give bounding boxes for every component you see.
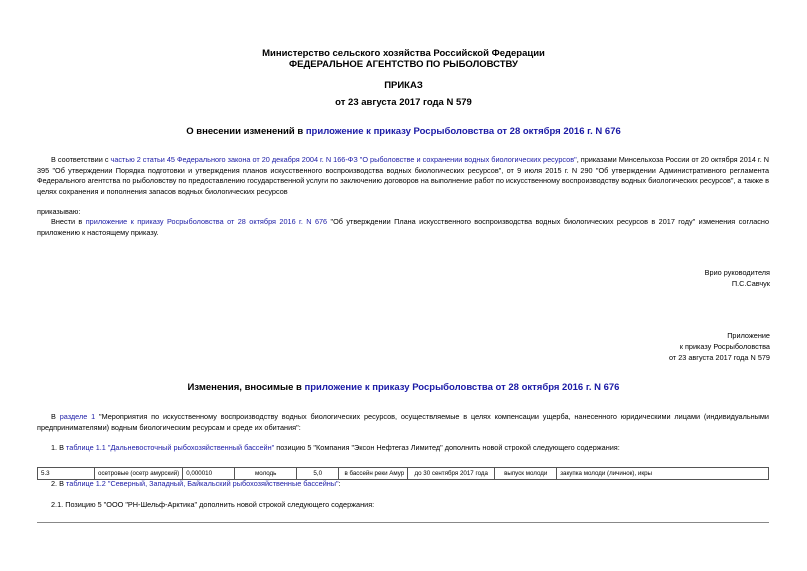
- table-cell: выпуск молоди: [495, 468, 557, 480]
- order-text-2: "Об утверждении Плана искусственного воспроизводства водных биологических ресурсов в 2017 году" изменения согласно приложению к настоящему приказу.: [37, 217, 770, 237]
- table-cell: 0,000010: [183, 468, 235, 480]
- appendix-note-line-2: к приказу Росрыболовства: [679, 342, 770, 351]
- section-link[interactable]: разделе 1: [59, 412, 96, 421]
- section-text-2: "Мероприятия по искусственному воспроизводству водных биологических ресурсов, осуществляемые в целях компенсации ущерба, нанесенного юридическими лицами (индивидуальными предпринимателями) водным биологическим ресурсам и среде их обитания":: [37, 412, 769, 432]
- doc-date-number: от 23 августа 2017 года N 579: [335, 97, 472, 108]
- table-cell: 5,0: [297, 468, 339, 480]
- changes-title-prefix: Изменения, вносимые в: [187, 382, 305, 393]
- order-word: приказываю:: [37, 207, 81, 216]
- item-2-1-paragraph: 2.1. Позицию 5 "ООО "РН-Шельф-Арктика" дополнить новой строкой следующего содержания:: [51, 500, 375, 509]
- section-text-1: В: [51, 412, 60, 421]
- doc-title-prefix: О внесении изменений в: [186, 126, 306, 137]
- item-1-text-3: позицию 5 "Компания "Эксон Нефтегаз Лимитед" дополнить новой строкой следующего содержания:: [274, 443, 620, 452]
- preamble-text-2: , приказами Минсельхоза России от 20 октября 2014 г. N 395 "Об утверждении Порядка подготовки и утверждения планов искусственного воспроизводства водных биологических ресурсов", от 9 июля 2015 г. N 290 "Об утверждении Административного регламента Федерального агентства по рыболовству по предоставлению государственной услуги по заключению договоров на выполнение работ по искусственному воспроизводству водных биологических ресурсов", а также в целях сохранения и пополнения запасов водных биологических ресурсов: [37, 155, 770, 196]
- doc-title-link[interactable]: приложение к приказу Росрыболовства от 28 октября 2016 г. N 676: [305, 126, 621, 137]
- order-paragraph: [37, 217, 769, 238]
- doc-type: ПРИКАЗ: [384, 80, 423, 91]
- agency-name: ФЕДЕРАЛЬНОЕ АГЕНТСТВО ПО РЫБОЛОВСТВУ: [289, 59, 518, 70]
- signature-position: Врио руководителя: [704, 268, 770, 277]
- appendix-note-line-3: от 23 августа 2017 года N 579: [668, 353, 770, 362]
- changes-title: [0, 382, 807, 393]
- changes-title-link[interactable]: приложение к приказу Росрыболовства от 28 октября 2016 г. N 676: [304, 382, 620, 393]
- page-divider: [37, 522, 769, 523]
- doc-title: [0, 126, 807, 137]
- preamble-text-1: В соответствии с: [51, 155, 111, 164]
- item-1-basin-link[interactable]: "Дальневосточный рыбохозяйственный бассейн": [107, 443, 275, 452]
- order-appendix-link[interactable]: приложение к приказу Росрыболовства от 28 октября 2016 г. N 676: [85, 217, 328, 226]
- signature-name: П.С.Савчук: [731, 279, 770, 288]
- preamble-paragraph: [37, 155, 769, 197]
- table-row: [38, 468, 769, 480]
- item-2-text-1: 2. В: [51, 479, 67, 488]
- item-2-paragraph: [37, 479, 769, 490]
- order-text-1: Внести в: [51, 217, 86, 226]
- item-2-text-3: :: [338, 479, 341, 488]
- appendix-note-line-1: Приложение: [727, 331, 770, 340]
- table-cell: 5.3: [38, 468, 95, 480]
- table-cell: в бассейн реки Амур: [339, 468, 408, 480]
- preamble-law-link[interactable]: частью 2 статьи 45 Федерального закона от 20 декабря 2004 г. N 166-ФЗ "О рыболовстве и сохранении водных биологических ресурсов": [110, 155, 577, 164]
- ministry-name: Министерство сельского хозяйства Российской Федерации: [262, 48, 545, 59]
- item-2-table-link[interactable]: таблице 1.2: [66, 479, 106, 488]
- item-1-paragraph: [37, 443, 769, 454]
- table-cell: закупка молоди (личинок), икры: [557, 468, 769, 480]
- item-1-table-link[interactable]: таблице 1.1: [66, 443, 106, 452]
- item-2-basin-link[interactable]: "Северный, Западный, Байкальский рыбохозяйственные бассейны": [107, 479, 339, 488]
- table-cell: молодь: [235, 468, 297, 480]
- table-cell: до 30 сентября 2017 года: [408, 468, 495, 480]
- section-paragraph: [37, 412, 769, 433]
- item-1-text-1: 1. В: [51, 443, 67, 452]
- table-cell: осетровые (осетр амурский): [95, 468, 183, 480]
